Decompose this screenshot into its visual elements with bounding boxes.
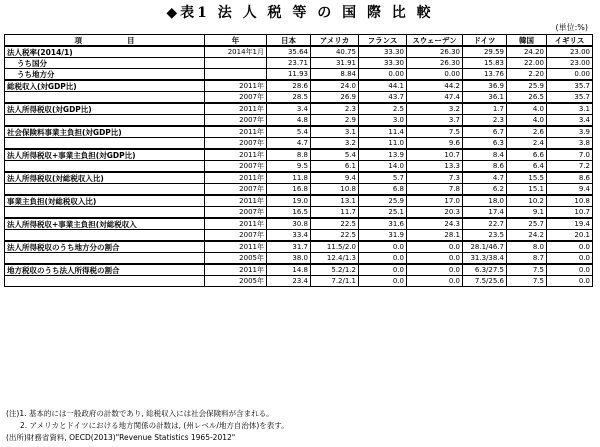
value-cell: 20.3 [407,207,463,219]
value-cell: 0.0 [547,253,593,265]
value-cell: 7.5 [507,276,547,287]
column-header: イギリス [547,35,593,47]
page-title: ◆表1 法 人 税 等 の 国 際 比 較 [166,5,434,21]
table-row [5,138,593,150]
row-label [5,230,205,242]
value-cell: 10.7 [547,207,593,219]
table-row [5,184,593,196]
value-cell: 2.4 [507,138,547,150]
value-cell: 4.8 [267,115,311,127]
row-label: 事業主負担(対総税収入比) [5,195,205,207]
value-cell: 0.0 [359,241,407,253]
value-cell: 6.8 [359,184,407,196]
value-cell: 35.7 [547,80,593,92]
table-row [5,58,593,69]
value-cell: 11.4 [359,126,407,138]
table-row [5,218,593,230]
value-cell: 1.7 [463,103,507,115]
note-2: 2. アメリカとドイツにおける地方関係の計数は, (州レベル/地方自治体)を表す。 [20,421,289,430]
value-cell: 25.9 [507,80,547,92]
value-cell: 8.0 [507,241,547,253]
value-cell: 17.0 [407,195,463,207]
value-cell: 13.9 [359,149,407,161]
value-cell: 31.6 [359,218,407,230]
value-cell: 9.1 [507,207,547,219]
table-row [5,92,593,104]
value-cell: 15.83 [463,58,507,69]
value-cell: 33.30 [359,58,407,69]
unit-label: (単位:%) [555,23,588,32]
year-cell: 2014年1月 [205,46,267,58]
table-row [5,195,593,207]
year-cell: 2007年 [205,92,267,104]
value-cell: 0.0 [547,264,593,276]
value-cell: 40.75 [311,46,359,58]
column-header: 韓国 [507,35,547,47]
row-label [5,207,205,219]
value-cell: 23.00 [547,58,593,69]
value-cell: 47.4 [407,92,463,104]
value-cell: 12.4/1.3 [311,253,359,265]
value-cell: 16.5 [267,207,311,219]
year-cell: 2005年 [205,276,267,287]
year-cell: 2011年 [205,172,267,184]
row-label: 地方税収のうち法人所得税の割合 [5,264,205,276]
value-cell: 3.8 [547,138,593,150]
year-cell: 2011年 [205,103,267,115]
value-cell: 13.1 [311,195,359,207]
source-note: (出所)財務省資料, OECD(2013)"Revenue Statistics 1965-2012" [6,433,236,442]
value-cell: 36.1 [463,92,507,104]
value-cell: 13.76 [463,69,507,81]
year-cell: 2011年 [205,218,267,230]
value-cell: 14.0 [359,161,407,173]
value-cell: 5.4 [311,149,359,161]
year-cell: 2011年 [205,195,267,207]
value-cell: 19.4 [547,218,593,230]
value-cell: 8.84 [311,69,359,81]
year-cell: 2007年 [205,184,267,196]
value-cell: 19.0 [267,195,311,207]
value-cell: 15.1 [507,184,547,196]
column-header: アメリカ [311,35,359,47]
value-cell: 0.0 [407,276,463,287]
value-cell: 7.8 [407,184,463,196]
value-cell: 35.64 [267,46,311,58]
value-cell: 24.20 [507,46,547,58]
header-row [5,35,593,47]
value-cell: 4.0 [507,115,547,127]
value-cell: 23.4 [267,276,311,287]
table-row [5,276,593,287]
value-cell: 4.7 [267,138,311,150]
value-cell: 26.9 [311,92,359,104]
value-cell: 15.5 [507,172,547,184]
value-cell: 23.00 [547,46,593,58]
value-cell: 5.4 [267,126,311,138]
value-cell: 0.0 [359,276,407,287]
row-label: うち国分 [5,58,205,69]
row-label [5,161,205,173]
value-cell: 36.9 [463,80,507,92]
value-cell: 26.5 [507,92,547,104]
value-cell: 30.8 [267,218,311,230]
value-cell: 7.5 [507,264,547,276]
value-cell: 3.9 [547,126,593,138]
value-cell: 10.8 [311,184,359,196]
column-header: フランス [359,35,407,47]
value-cell: 13.3 [407,161,463,173]
row-label [5,138,205,150]
value-cell: 11.7 [311,207,359,219]
value-cell: 28.6 [267,80,311,92]
row-label: 総税収入(対GDP比) [5,80,205,92]
value-cell: 2.5 [359,103,407,115]
value-cell: 6.4 [507,161,547,173]
value-cell: 7.2/1.1 [311,276,359,287]
value-cell: 10.2 [507,195,547,207]
year-cell: 2011年 [205,126,267,138]
year-cell: 2005年 [205,253,267,265]
table-row [5,126,593,138]
table-row [5,103,593,115]
value-cell: 35.7 [547,92,593,104]
value-cell: 8.8 [267,149,311,161]
value-cell: 25.1 [359,207,407,219]
value-cell: 7.3 [407,172,463,184]
value-cell: 22.5 [311,230,359,242]
table-row [5,230,593,242]
value-cell: 8.6 [463,161,507,173]
row-label: 法人税率(2014/1) [5,46,205,58]
row-label: 社会保険料事業主負担(対GDP比) [5,126,205,138]
value-cell: 6.3/27.5 [463,264,507,276]
row-label: 法人所得税収(対GDP比) [5,103,205,115]
value-cell: 44.2 [407,80,463,92]
value-cell: 0.0 [407,253,463,265]
value-cell: 5.7 [359,172,407,184]
footnotes [6,408,289,444]
value-cell: 29.59 [463,46,507,58]
value-cell: 22.5 [311,218,359,230]
value-cell: 6.1 [311,161,359,173]
column-header: スウェーデン [407,35,463,47]
value-cell: 6.6 [507,149,547,161]
value-cell: 0.0 [407,264,463,276]
value-cell: 3.0 [359,115,407,127]
value-cell: 0.00 [407,69,463,81]
value-cell: 24.2 [507,230,547,242]
value-cell: 2.3 [311,103,359,115]
table-row [5,264,593,276]
column-header: ドイツ [463,35,507,47]
row-label: 法人所得税収(対総税収入比) [5,172,205,184]
value-cell: 23.5 [463,230,507,242]
note-1: (注)1. 基本的には一般政府の計数であり, 総税収入には社会保険料が含まれる。 [6,409,274,418]
year-cell: 2007年 [205,207,267,219]
year-cell [205,69,267,81]
value-cell: 33.4 [267,230,311,242]
value-cell: 9.4 [547,184,593,196]
value-cell: 7.2 [547,161,593,173]
column-header: 日本 [267,35,311,47]
row-label [5,184,205,196]
value-cell: 6.2 [463,184,507,196]
value-cell: 44.1 [359,80,407,92]
value-cell: 17.4 [463,207,507,219]
table-row [5,115,593,127]
value-cell: 3.4 [547,115,593,127]
year-cell: 2011年 [205,241,267,253]
value-cell: 16.8 [267,184,311,196]
value-cell: 7.5/25.6 [463,276,507,287]
year-cell: 2011年 [205,264,267,276]
tax-comparison-table [4,34,593,287]
value-cell: 0.0 [359,253,407,265]
value-cell: 3.2 [407,103,463,115]
row-label [5,115,205,127]
value-cell: 0.00 [547,69,593,81]
value-cell: 31.7 [267,241,311,253]
value-cell: 4.7 [463,172,507,184]
value-cell: 0.0 [547,241,593,253]
value-cell: 0.0 [547,276,593,287]
row-label: うち地方分 [5,69,205,81]
value-cell: 5.2/1.2 [311,264,359,276]
value-cell: 23.71 [267,58,311,69]
year-cell [205,58,267,69]
value-cell: 11.8 [267,172,311,184]
table-row [5,207,593,219]
year-cell: 2011年 [205,80,267,92]
table-row [5,80,593,92]
value-cell: 2.6 [507,126,547,138]
value-cell: 24.3 [407,218,463,230]
value-cell: 24.0 [311,80,359,92]
value-cell: 38.0 [267,253,311,265]
value-cell: 8.7 [507,253,547,265]
value-cell: 0.00 [359,69,407,81]
value-cell: 0.0 [407,241,463,253]
value-cell: 6.3 [463,138,507,150]
value-cell: 2.3 [463,115,507,127]
value-cell: 3.1 [547,103,593,115]
table-row [5,69,593,81]
value-cell: 7.5 [407,126,463,138]
year-cell: 2011年 [205,149,267,161]
value-cell: 11.93 [267,69,311,81]
row-label [5,253,205,265]
value-cell: 33.30 [359,46,407,58]
value-cell: 2.9 [311,115,359,127]
value-cell: 20.1 [547,230,593,242]
value-cell: 11.5/2.0 [311,241,359,253]
value-cell: 31.9 [359,230,407,242]
year-cell: 2007年 [205,138,267,150]
value-cell: 26.30 [407,58,463,69]
row-label: 法人所得税収のうち地方分の割合 [5,241,205,253]
value-cell: 43.7 [359,92,407,104]
value-cell: 3.1 [311,126,359,138]
value-cell: 10.7 [407,149,463,161]
value-cell: 31.3/38.4 [463,253,507,265]
value-cell: 2.20 [507,69,547,81]
value-cell: 25.9 [359,195,407,207]
year-cell: 2007年 [205,230,267,242]
value-cell: 14.8 [267,264,311,276]
value-cell: 28.1/46.7 [463,241,507,253]
value-cell: 31.91 [311,58,359,69]
table-row [5,172,593,184]
value-cell: 10.8 [547,195,593,207]
value-cell: 28.1 [407,230,463,242]
value-cell: 3.2 [311,138,359,150]
value-cell: 3.7 [407,115,463,127]
row-label [5,276,205,287]
value-cell: 4.0 [507,103,547,115]
table-row [5,161,593,173]
table-row [5,46,593,58]
value-cell: 25.7 [507,218,547,230]
table-body [5,46,593,287]
value-cell: 28.5 [267,92,311,104]
table-row [5,241,593,253]
value-cell: 26.30 [407,46,463,58]
column-header: 年 [205,35,267,47]
value-cell: 0.0 [359,264,407,276]
row-label [5,92,205,104]
value-cell: 22.7 [463,218,507,230]
value-cell: 3.4 [267,103,311,115]
value-cell: 11.0 [359,138,407,150]
row-label: 法人所得税収+事業主負担(対GDP比) [5,149,205,161]
value-cell: 9.6 [407,138,463,150]
value-cell: 9.5 [267,161,311,173]
value-cell: 8.6 [547,172,593,184]
table-row [5,149,593,161]
value-cell: 18.0 [463,195,507,207]
value-cell: 6.7 [463,126,507,138]
value-cell: 7.0 [547,149,593,161]
row-label: 法人所得税収+事業主負担(対総税収入 [5,218,205,230]
value-cell: 9.4 [311,172,359,184]
value-cell: 22.00 [507,58,547,69]
column-header: 項 目 [5,35,205,47]
year-cell: 2007年 [205,161,267,173]
table-row [5,253,593,265]
value-cell: 8.4 [463,149,507,161]
year-cell: 2007年 [205,115,267,127]
